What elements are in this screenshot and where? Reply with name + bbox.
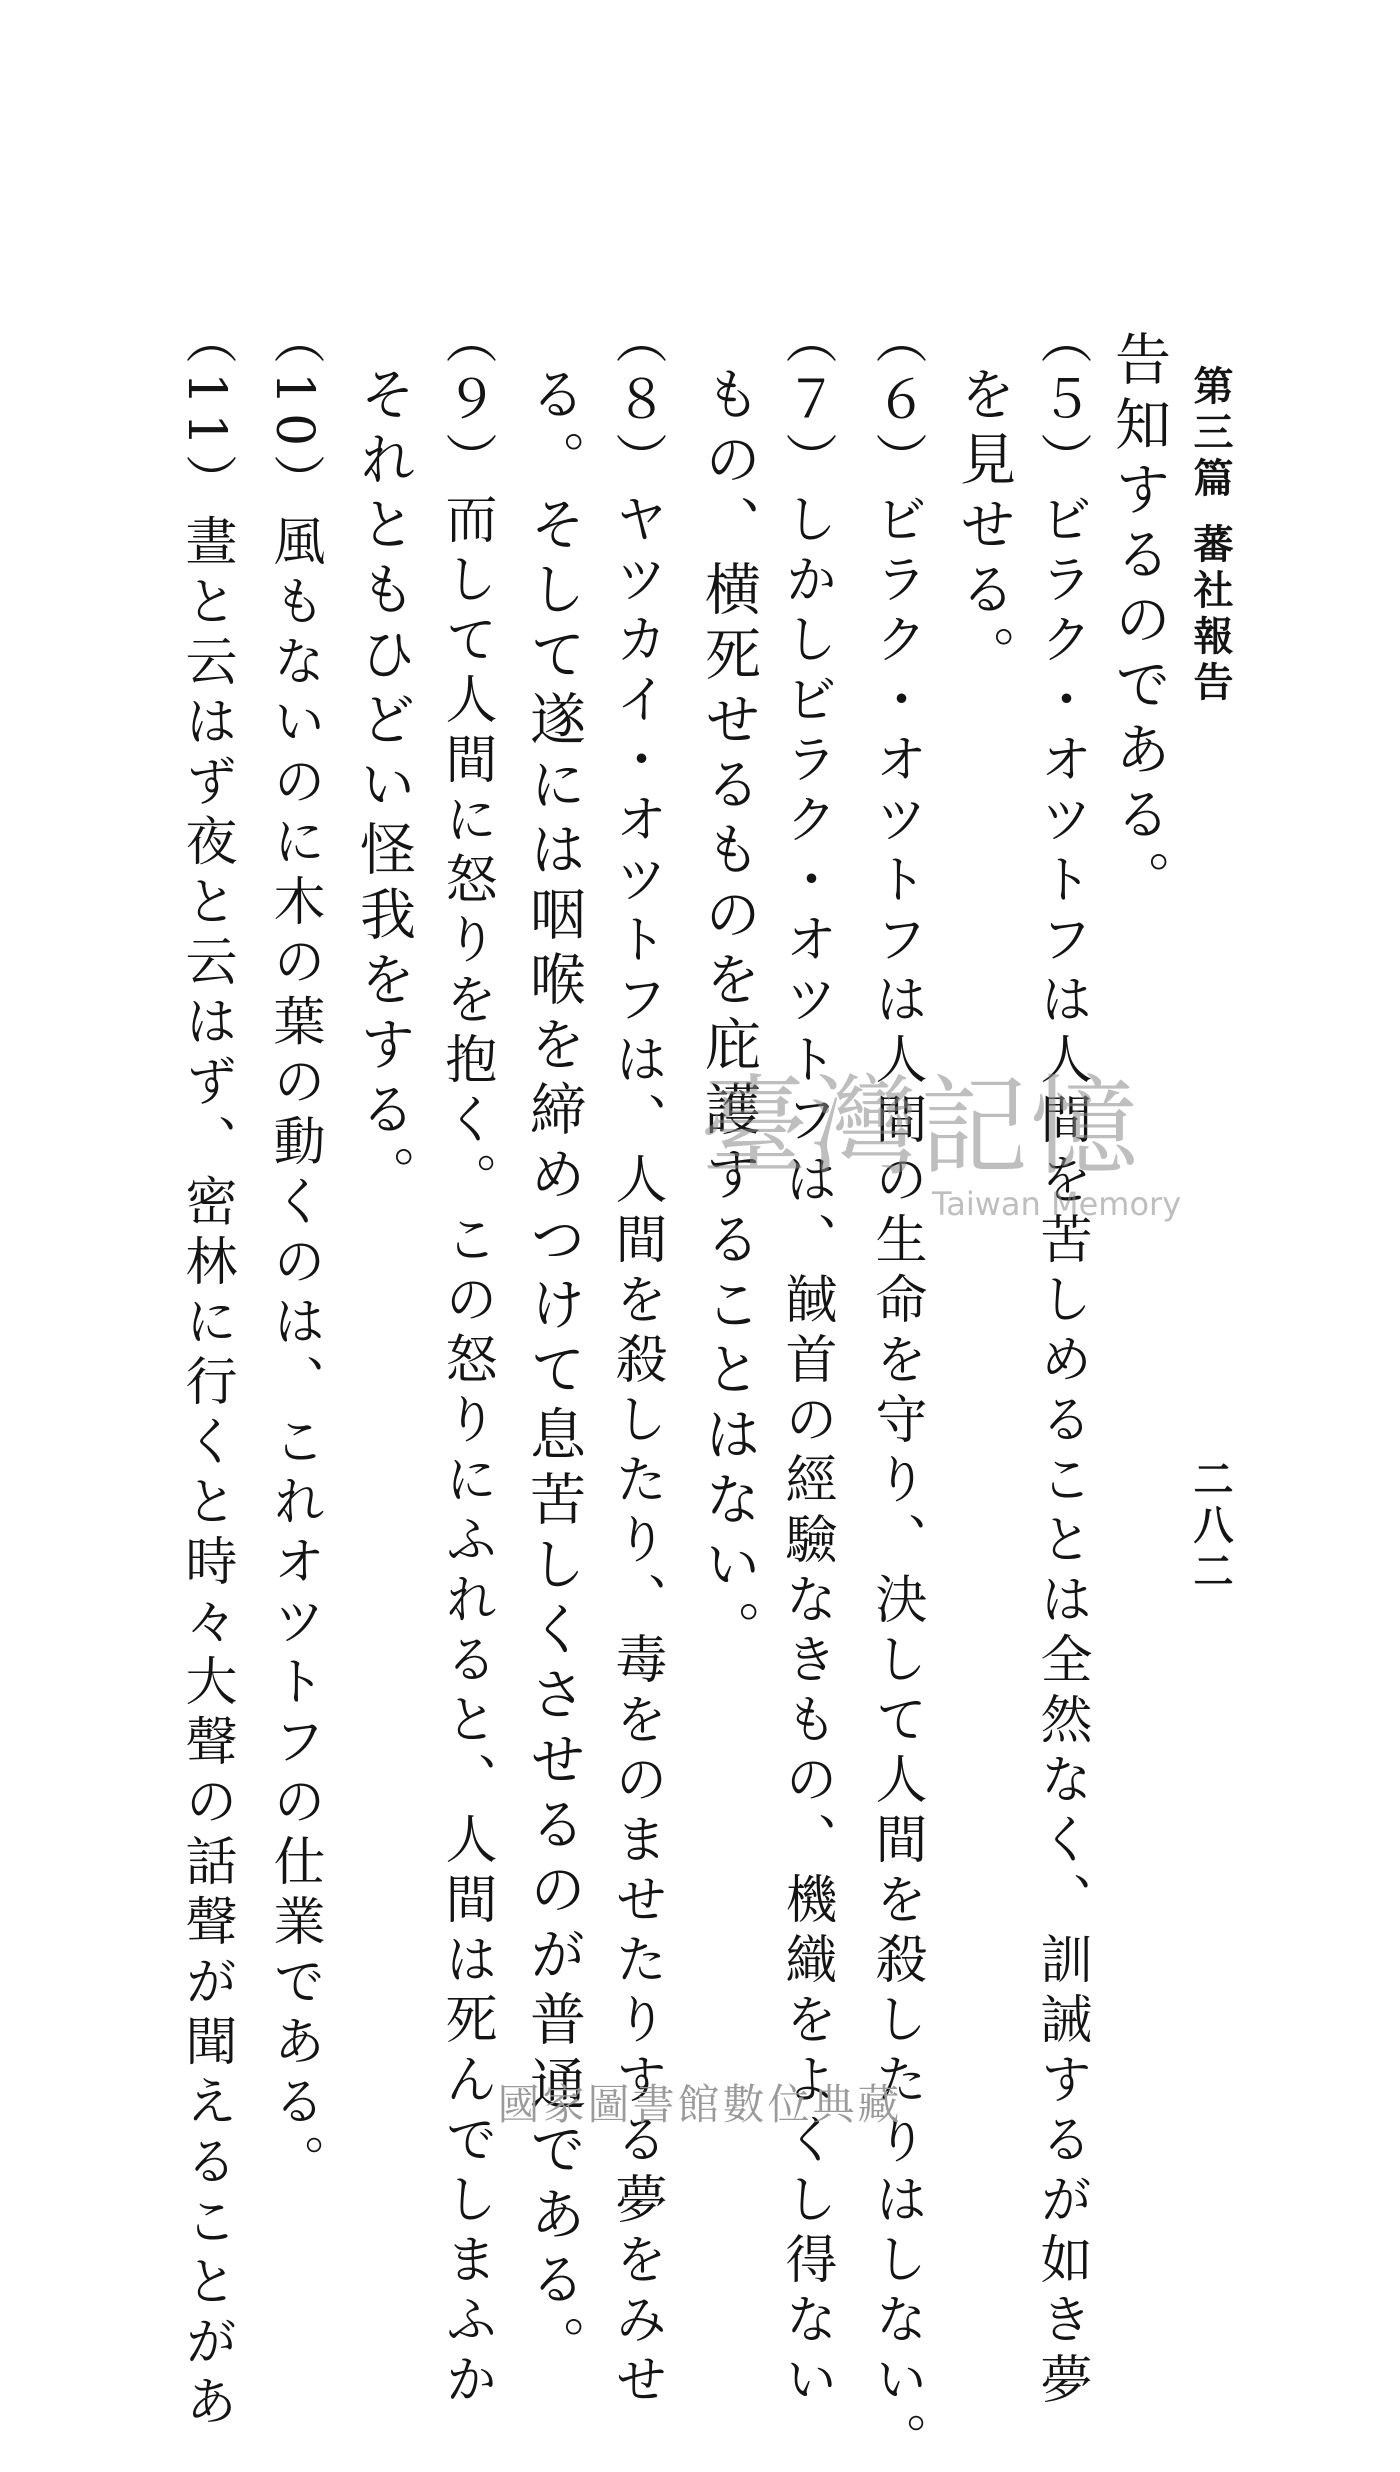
text-column-9: （９）而して人間に怒りを抱く。この怒りにふれると、人間は死んでしまふか [436, 312, 496, 2412]
text-column-3: を見せる。 [951, 365, 1016, 690]
library-footer: 國家圖書館數位典藏 [497, 2080, 903, 2129]
watermark-english: Taiwan Memory [932, 1185, 1182, 1223]
page-number: 二八二 [1187, 1458, 1234, 1596]
text-column-4: （６）ビラク・オツトフは人間の生命を守り、決して人間を殺したりはしない。 [866, 312, 926, 2472]
taiwan-memory-watermark [700, 1040, 1182, 1240]
text-column-11: （10）風もないのに木の葉の動くのは、これオツトフの仕業である。 [264, 312, 324, 2195]
text-column-7: （８）ヤツカイ・オツトフは、人間を殺したり、毒をのませたりする夢をみせ [606, 312, 666, 2412]
text-column-8: る。そして遂には咽喉を締めつけて息苦しくさせるのが普通である。 [521, 365, 586, 2380]
text-column-6: もの、横死せるものを庇護することはない。 [696, 365, 761, 1665]
text-column-12: （11）晝と云はず夜と云はず、密林に行くと時々大聲の話聲が聞えることがあ [176, 312, 236, 2435]
text-column-2: （５）ビラク・オツトフは人間を苦しめることは全然なく、訓誡するが如き夢 [1031, 312, 1091, 2412]
text-column-10: それともひどい怪我をする。 [351, 365, 416, 1210]
watermark-chinese: 臺灣記憶 [700, 1065, 1141, 1190]
text-column-1: 告知するのである。 [1106, 330, 1171, 915]
text-column-5: （７）しかしビラク・オツトフは、馘首の經驗なきもの、機織をよくし得ない [776, 312, 836, 2412]
section-title: 第三篇 蕃社報告 [1187, 365, 1234, 707]
